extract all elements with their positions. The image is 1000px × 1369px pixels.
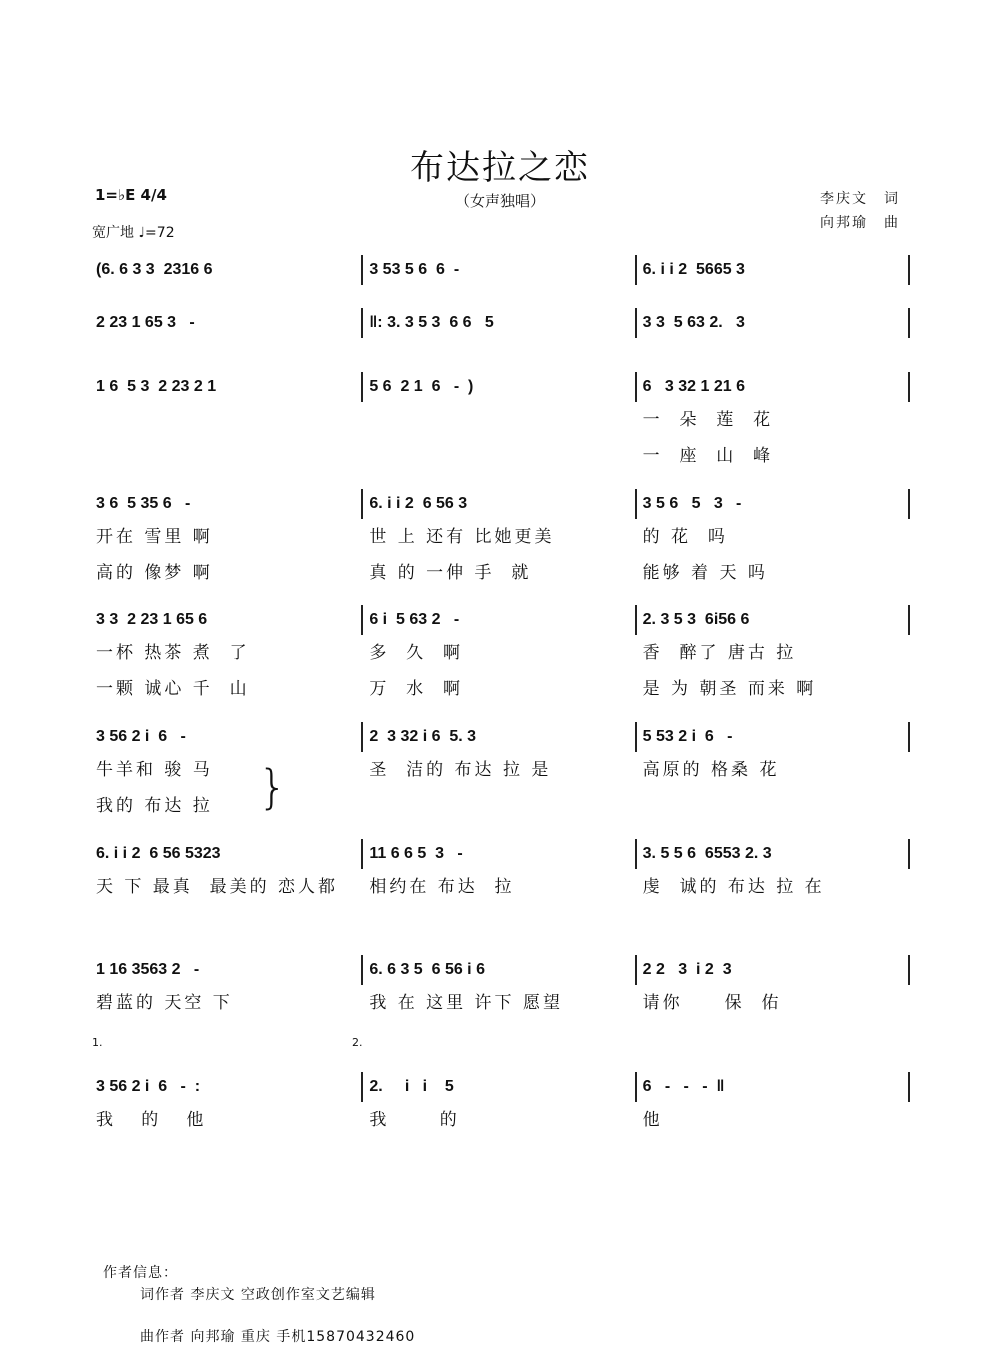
lyric-segment: 一 座 山 峰	[642, 446, 774, 466]
notes-row	[90, 489, 910, 519]
lyric-line	[90, 555, 910, 591]
lyric-segment: 开在 雪里 啊	[96, 527, 213, 547]
score-system	[90, 308, 910, 338]
lyric-segment: 一颗 诚心 千 山	[96, 679, 250, 699]
lyric-segment: 高的 像梦 啊	[96, 563, 213, 583]
measure: 2 3 32 i 6 5. 3	[363, 722, 636, 752]
lyric-segment: 万 水 啊	[369, 679, 463, 699]
notes-row	[90, 722, 910, 752]
notes-row	[90, 372, 910, 402]
lyric-line	[90, 671, 910, 707]
lyric-segment: 一 朵 莲 花	[642, 410, 774, 430]
measure: 5 53 2 i 6 -	[637, 722, 910, 752]
lyric-segment	[363, 402, 636, 438]
measure: 6. i i 2 6 56 3	[363, 489, 636, 519]
score-system	[90, 255, 910, 285]
notes-row	[90, 308, 910, 338]
lyric-segment	[363, 788, 636, 824]
measure: 1 6 5 3 2 23 2 1	[90, 372, 363, 402]
lyric-segment: 真 的 一伸 手 就	[369, 563, 532, 583]
measure: 3 6 5 35 6 -	[90, 489, 363, 519]
lyric-line	[90, 1102, 910, 1138]
lyric-segment: 一杯 热茶 煮 了	[96, 643, 250, 663]
measure: 2. 3 5 3 6i56 6	[637, 605, 910, 635]
measure: 11 6 6 5 3 -	[363, 839, 636, 869]
lyric-segment: 请你 保 佑	[642, 993, 782, 1013]
lyric-segment	[637, 788, 910, 824]
measure: 6. i i 2 5665 3	[637, 255, 910, 285]
author-info-composer: 曲作者 向邦瑜 重庆 手机15870432460	[140, 1329, 416, 1345]
lyric-line	[90, 402, 910, 438]
score-system	[90, 722, 910, 824]
lyric-segment: 相约在 布达 拉	[369, 877, 515, 897]
score-system	[90, 372, 910, 474]
measure: 6. 6 3 5 6 56 i 6	[363, 955, 636, 985]
volta-2: 2.	[352, 1036, 363, 1049]
measure: 5 6 2 1 6 - )	[363, 372, 636, 402]
lyric-segment: 他	[642, 1110, 663, 1130]
lyric-segment	[90, 402, 363, 438]
lyric-line	[90, 788, 910, 824]
tempo-marking: 宽广地 ♩=72	[92, 225, 175, 241]
score-system	[90, 955, 910, 1021]
lyric-segment: 我的 布达 拉	[96, 796, 213, 816]
notes-row	[90, 255, 910, 285]
measure: 2 2 3 i 2 3	[637, 955, 910, 985]
lyric-segment: 的 花 吗	[642, 527, 728, 547]
measure: 6 3 32 1 21 6	[637, 372, 910, 402]
measure: 6 i 5 63 2 -	[363, 605, 636, 635]
author-info-lyricist: 词作者 李庆文 空政创作室文艺编辑	[140, 1287, 376, 1303]
subtitle: （女声独唱）	[454, 192, 545, 210]
notes-row	[90, 605, 910, 635]
measure: 1 16 3563 2 -	[90, 955, 363, 985]
lyric-segment	[363, 438, 636, 474]
notes-row	[90, 955, 910, 985]
measure: 2 23 1 65 3 -	[90, 308, 363, 338]
measure: 6. i i 2 6 56 5323	[90, 839, 363, 869]
lyric-segment: 我 的 他	[96, 1110, 207, 1130]
author-info-heading: 作者信息：	[103, 1265, 178, 1281]
measure: 3 56 2 i 6 -	[90, 722, 363, 752]
notes-row	[90, 1072, 910, 1102]
measure: 2. i i 5	[363, 1072, 636, 1102]
score-system	[90, 489, 910, 591]
lyric-line	[90, 438, 910, 474]
score-system	[90, 1072, 910, 1138]
composer: 向邦瑜 曲	[820, 215, 900, 231]
lyricist: 李庆文 词	[820, 191, 900, 207]
song-title: 布达拉之恋	[410, 148, 590, 188]
lyric-segment: 高原的 格桑 花	[642, 760, 780, 780]
measure: 3 3 5 63 2. 3	[637, 308, 910, 338]
lyric-segment: 我 的	[369, 1110, 460, 1130]
lyric-segment: 虔 诚的 布达 拉 在	[642, 877, 825, 897]
lyric-line	[90, 869, 910, 905]
key-signature: 1=♭E 4/4	[95, 186, 167, 204]
lyric-segment: 是 为 朝圣 而来 啊	[642, 679, 817, 699]
measure: 6 - - - ‖	[637, 1072, 910, 1102]
measure: 3 3 2 23 1 65 6	[90, 605, 363, 635]
measure: ‖: 3. 3 5 3 6 6 5	[363, 308, 636, 338]
lyric-line	[90, 635, 910, 671]
lyric-segment: 天 下 最真 最美的 恋人都	[96, 877, 339, 897]
measure: 3 56 2 i 6 - :	[90, 1072, 363, 1102]
lyric-segment: 碧蓝的 天空 下	[96, 993, 233, 1013]
lyric-line	[90, 985, 910, 1021]
lyric-segment: 牛羊和 骏 马	[96, 760, 213, 780]
lyric-line	[90, 752, 910, 788]
lyric-segment: 世 上 还有 比她更美	[369, 527, 555, 547]
lyric-segment	[90, 438, 363, 474]
measure: 3. 5 5 6 6553 2. 3	[637, 839, 910, 869]
lyric-line	[90, 519, 910, 555]
lyric-segment: 圣 洁的 布达 拉 是	[369, 760, 552, 780]
lyric-segment: 香 醉了 唐古 拉	[642, 643, 797, 663]
measure: 3 53 5 6 6 -	[363, 255, 636, 285]
measure: 3 5 6 5 3 -	[637, 489, 910, 519]
lyric-segment: 多 久 啊	[369, 643, 463, 663]
measure: (6. 6 3 3 2316 6	[90, 255, 363, 285]
brace: }	[258, 760, 288, 814]
score-system	[90, 605, 910, 707]
lyric-segment: 我 在 这里 许下 愿望	[369, 993, 563, 1013]
lyric-segment: 能够 着 天 吗	[642, 563, 768, 583]
notes-row	[90, 839, 910, 869]
score-system	[90, 839, 910, 905]
volta-1: 1.	[92, 1036, 103, 1049]
